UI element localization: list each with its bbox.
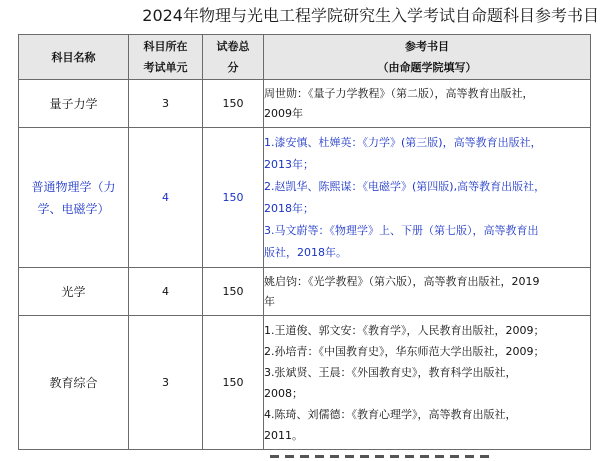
book-line: 姚启钧：《光学教程》（第六版），高等教育出版社，2019 (264, 274, 540, 288)
header-score (203, 35, 264, 80)
header-books-line2: （由命题学院填写） (377, 61, 477, 74)
book-line: 4.陈琦、刘儒德：《教育心理学》，高等教育出版社， (264, 407, 517, 421)
cropped-glyph (435, 455, 444, 458)
cropped-glyph (360, 455, 369, 458)
header-unit-line2: 考试单元 (143, 61, 188, 74)
book-line: 2008； (264, 386, 303, 400)
subject-line: 学、电磁学） (37, 201, 110, 216)
header-score-line1: 试卷总 (216, 40, 250, 53)
books-cell (264, 268, 591, 316)
cropped-glyph (345, 455, 354, 458)
book-line: 1.漆安慎、杜婵英：《力学》(第三版)，高等教育出版社， (264, 135, 542, 149)
score-cell: 150 (203, 80, 264, 128)
unit-cell: 4 (129, 128, 203, 268)
cropped-glyph (270, 455, 279, 458)
table-row (19, 128, 591, 268)
cropped-glyph (390, 455, 399, 458)
cropped-text-fragment (270, 455, 530, 461)
header-subject (19, 35, 129, 80)
books-cell (264, 80, 591, 128)
header-subject-label: 科目名称 (51, 50, 96, 64)
book-line: 周世勋：《量子力学教程》（第二版），高等教育出版社， (264, 86, 534, 100)
subject-cell: 光学 (19, 268, 129, 316)
book-line: 年 (264, 294, 275, 308)
score-cell: 150 (203, 128, 264, 268)
book-line: 版社，2018年。 (264, 245, 347, 259)
score-cell: 150 (203, 268, 264, 316)
books-cell (264, 128, 591, 268)
book-line: 2009年 (264, 106, 303, 120)
cropped-glyph (405, 455, 414, 458)
header-score-line2: 分 (227, 61, 239, 74)
book-line: 2.孙培青：《中国教育史》，华东师范大学出版社，2009； (264, 344, 545, 358)
unit-cell: 4 (129, 268, 203, 316)
table-row (19, 268, 591, 316)
book-line: 2.赵凯华、陈熙谋：《电磁学》(第四版),高等教育出版社， (264, 179, 546, 193)
book-line: 2018年； (264, 201, 314, 215)
subject-line: 普通物理学（力 (31, 179, 116, 194)
unit-cell: 3 (129, 80, 203, 128)
table-row (19, 80, 591, 128)
table-header-row (19, 35, 591, 80)
book-line: 3.马文蔚等：《物理学》上、下册（第七版），高等教育出 (264, 223, 539, 237)
header-unit-line1: 科目所在 (143, 40, 188, 53)
cropped-glyph (450, 455, 459, 458)
book-line: 1.王道俊、郭文安：《教育学》，人民教育出版社，2009； (264, 323, 545, 337)
cropped-glyph (300, 455, 309, 458)
header-books (264, 35, 591, 80)
unit-cell: 3 (129, 316, 203, 450)
page-title: 2024年物理与光电工程学院研究生入学考试自命题科目参考书目 (142, 6, 599, 25)
header-unit (129, 35, 203, 80)
cropped-glyph (315, 455, 324, 458)
table-row (19, 316, 591, 450)
header-books-line1: 参考书目 (405, 40, 449, 53)
reference-books-table (18, 34, 591, 450)
cropped-glyph (330, 455, 339, 458)
cropped-glyph (285, 455, 294, 458)
subject-cell (19, 128, 129, 268)
cropped-glyph (480, 455, 489, 458)
cropped-glyph (420, 455, 429, 458)
book-line: 2013年； (264, 157, 314, 171)
subject-cell: 教育综合 (19, 316, 129, 450)
books-cell (264, 316, 591, 450)
book-line: 3.张斌贤、王晨：《外国教育史》，教育科学出版社， (264, 365, 517, 379)
subject-cell: 量子力学 (19, 80, 129, 128)
book-line: 2011。 (264, 428, 303, 442)
cropped-glyph (465, 455, 474, 458)
cropped-glyph (375, 455, 384, 458)
score-cell: 150 (203, 316, 264, 450)
